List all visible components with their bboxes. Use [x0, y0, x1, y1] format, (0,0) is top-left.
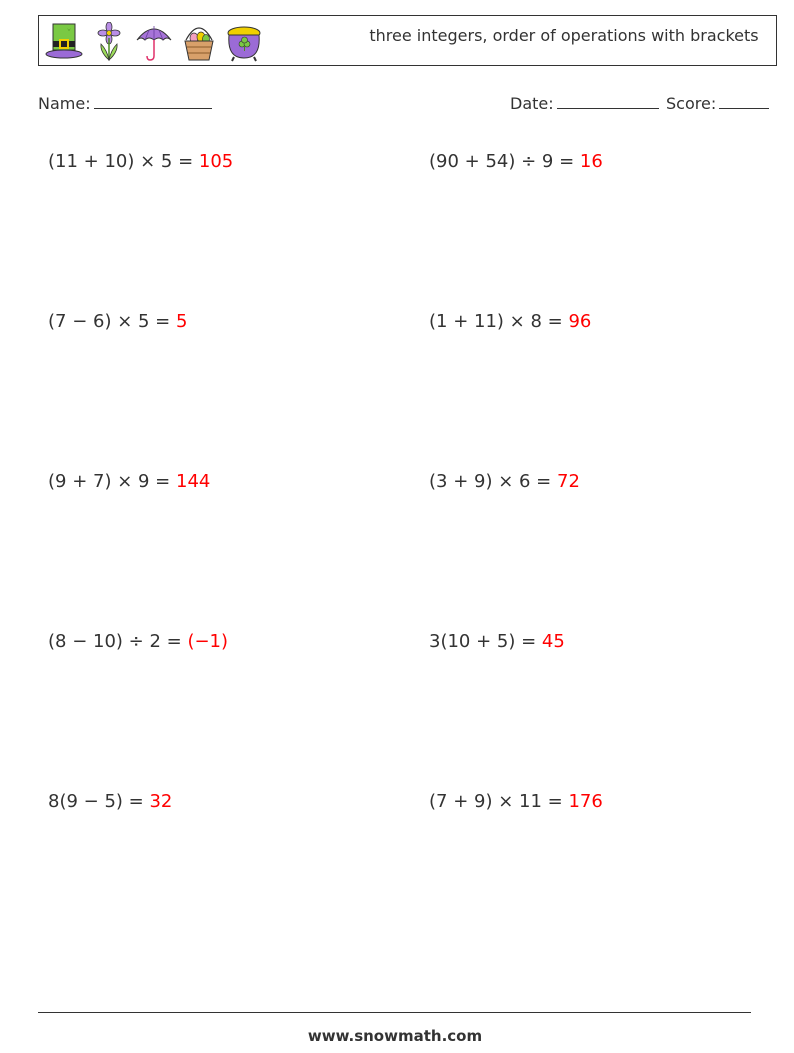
pot-of-gold-icon: [225, 22, 263, 62]
date-field: [510, 93, 659, 114]
problem-answer: 5: [176, 311, 188, 332]
problem-answer: 72: [557, 471, 580, 492]
problem-expression: (11 + 10) × 5 =: [48, 151, 194, 172]
date-blank: [557, 93, 659, 109]
name-label: Name:: [38, 94, 91, 113]
umbrella-icon: [135, 22, 173, 62]
leprechaun-hat-icon: [45, 22, 83, 62]
problem-expression: (90 + 54) ÷ 9 =: [429, 151, 575, 172]
problem-7: [48, 631, 228, 653]
problem-answer: 32: [149, 791, 173, 812]
problem-10: [429, 791, 603, 813]
problem-8: [429, 631, 565, 653]
problem-answer: 176: [568, 791, 603, 812]
problem-answer: 45: [541, 631, 565, 652]
footer-url: www.snowmath.com: [307, 1027, 483, 1045]
problem-6: [429, 471, 580, 493]
problem-expression: (3 + 9) × 6 =: [429, 471, 552, 492]
problem-answer: 16: [579, 151, 603, 172]
problem-expression: (7 + 9) × 11 =: [429, 791, 563, 812]
problem-2: [429, 151, 603, 173]
problem-9: [48, 791, 172, 813]
problem-expression: (9 + 7) × 9 =: [48, 471, 171, 492]
worksheet-title: three integers, order of operations with brackets: [369, 26, 759, 45]
problem-3: [48, 311, 187, 333]
problem-expression: (1 + 11) × 8 =: [429, 311, 563, 332]
flower-icon: [90, 22, 128, 62]
problem-answer: 105: [198, 151, 234, 172]
score-blank: [719, 93, 769, 109]
problem-answer: 144: [176, 471, 211, 492]
score-label: Score:: [666, 94, 717, 113]
name-field: [38, 93, 212, 114]
worksheet-header: [38, 15, 777, 66]
problem-answer: (−1): [187, 631, 229, 652]
problem-expression: (8 − 10) ÷ 2 =: [48, 631, 182, 652]
name-blank: [94, 93, 212, 109]
problem-expression: 8(9 − 5) =: [48, 791, 144, 812]
decorative-icon-row: [45, 22, 270, 62]
problem-expression: 3(10 + 5) =: [429, 631, 537, 652]
footer-divider: [38, 1012, 751, 1013]
easter-basket-icon: [180, 22, 218, 62]
problem-expression: (7 − 6) × 5 =: [48, 311, 171, 332]
problem-1: [48, 151, 233, 173]
problem-answer: 96: [568, 311, 592, 332]
problem-4: [429, 311, 591, 333]
date-label: Date:: [510, 94, 554, 113]
score-field: [666, 93, 769, 114]
problem-5: [48, 471, 210, 493]
